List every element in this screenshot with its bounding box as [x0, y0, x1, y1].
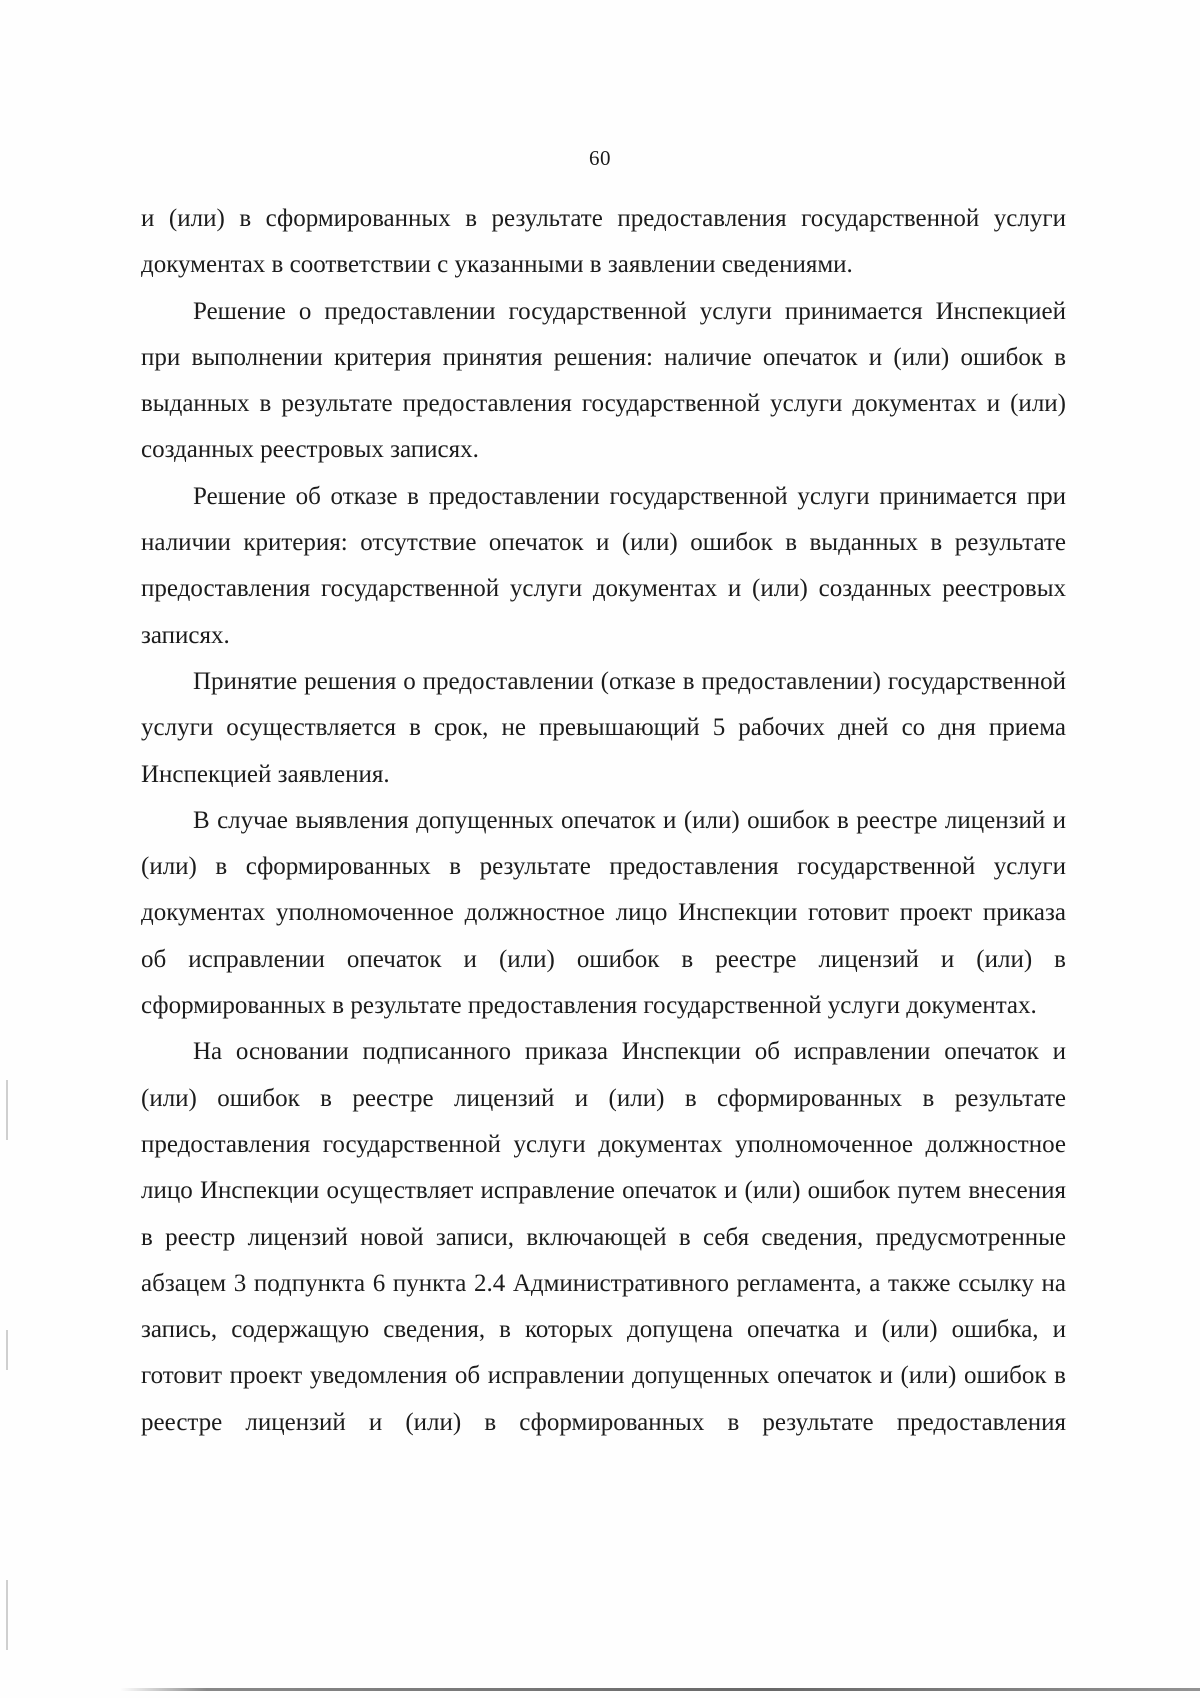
paragraph-correction-procedure: На основании подписанного приказа Инспекции об исправлении опечаток и (или) ошибок в реестре лицензий и (или) в сформированных в результате предоставления государственной услуги документах уполномоченное должностное лицо Инспекции осуществляет исправление опечаток и (или) ошибок путем внесения в реестр лицензий новой записи, включающей в себя сведения, предусмотренные абзацем 3 подпункта 6 пункта 2.4 Административного регламента, а также ссылку на запись, содержащую сведения, в которых допущена опечатка и (или) ошибка, и готовит проект уведомления об исправлении допущенных опечаток и (или) ошибок в реестре лицензий и (или) в сформированных в результате предоставления: [141, 1038, 1066, 1436]
paragraph-continuation: и (или) в сформированных в результате предоставления государственной услуги документах в соответствии с указанными в заявлении сведениями.: [141, 205, 1066, 279]
page-number: 60: [589, 146, 611, 170]
paragraph-decision-granted: Решение о предоставлении государственной услуги принимается Инспекцией при выполнении критерия принятия решения: наличие опечаток и (или) ошибок в выданных в результате предоставления государственной услуги документах и (или) созданных реестровых записях.: [141, 297, 1066, 464]
scan-artifact: [6, 1080, 8, 1140]
paragraph-decision-refused: Решение об отказе в предоставлении государственной услуги принимается при наличии критерия: отсутствие опечаток и (или) ошибок в выданных в результате предоставления государственной услуги документах и (или) созданных реестровых записях.: [141, 482, 1066, 649]
scan-artifact: [6, 1580, 8, 1650]
scan-bottom-edge: [120, 1688, 1200, 1691]
scan-artifact: [6, 1330, 8, 1370]
document-body: [141, 196, 1066, 1446]
paragraph-decision-term: Принятие решения о предоставлении (отказе в предоставлении) государственной услуги осуществляется в срок, не превышающий 5 рабочих дней со дня приема Инспекцией заявления.: [141, 667, 1066, 788]
paragraph-errors-found: В случае выявления допущенных опечаток и (или) ошибок в реестре лицензий и (или) в сформированных в результате предоставления государственной услуги документах уполномоченное должностное лицо Инспекции готовит проект приказа об исправлении опечаток и (или) ошибок в реестре лицензий и (или) в сформированных в результате предоставления государственной услуги документах.: [141, 806, 1066, 1020]
